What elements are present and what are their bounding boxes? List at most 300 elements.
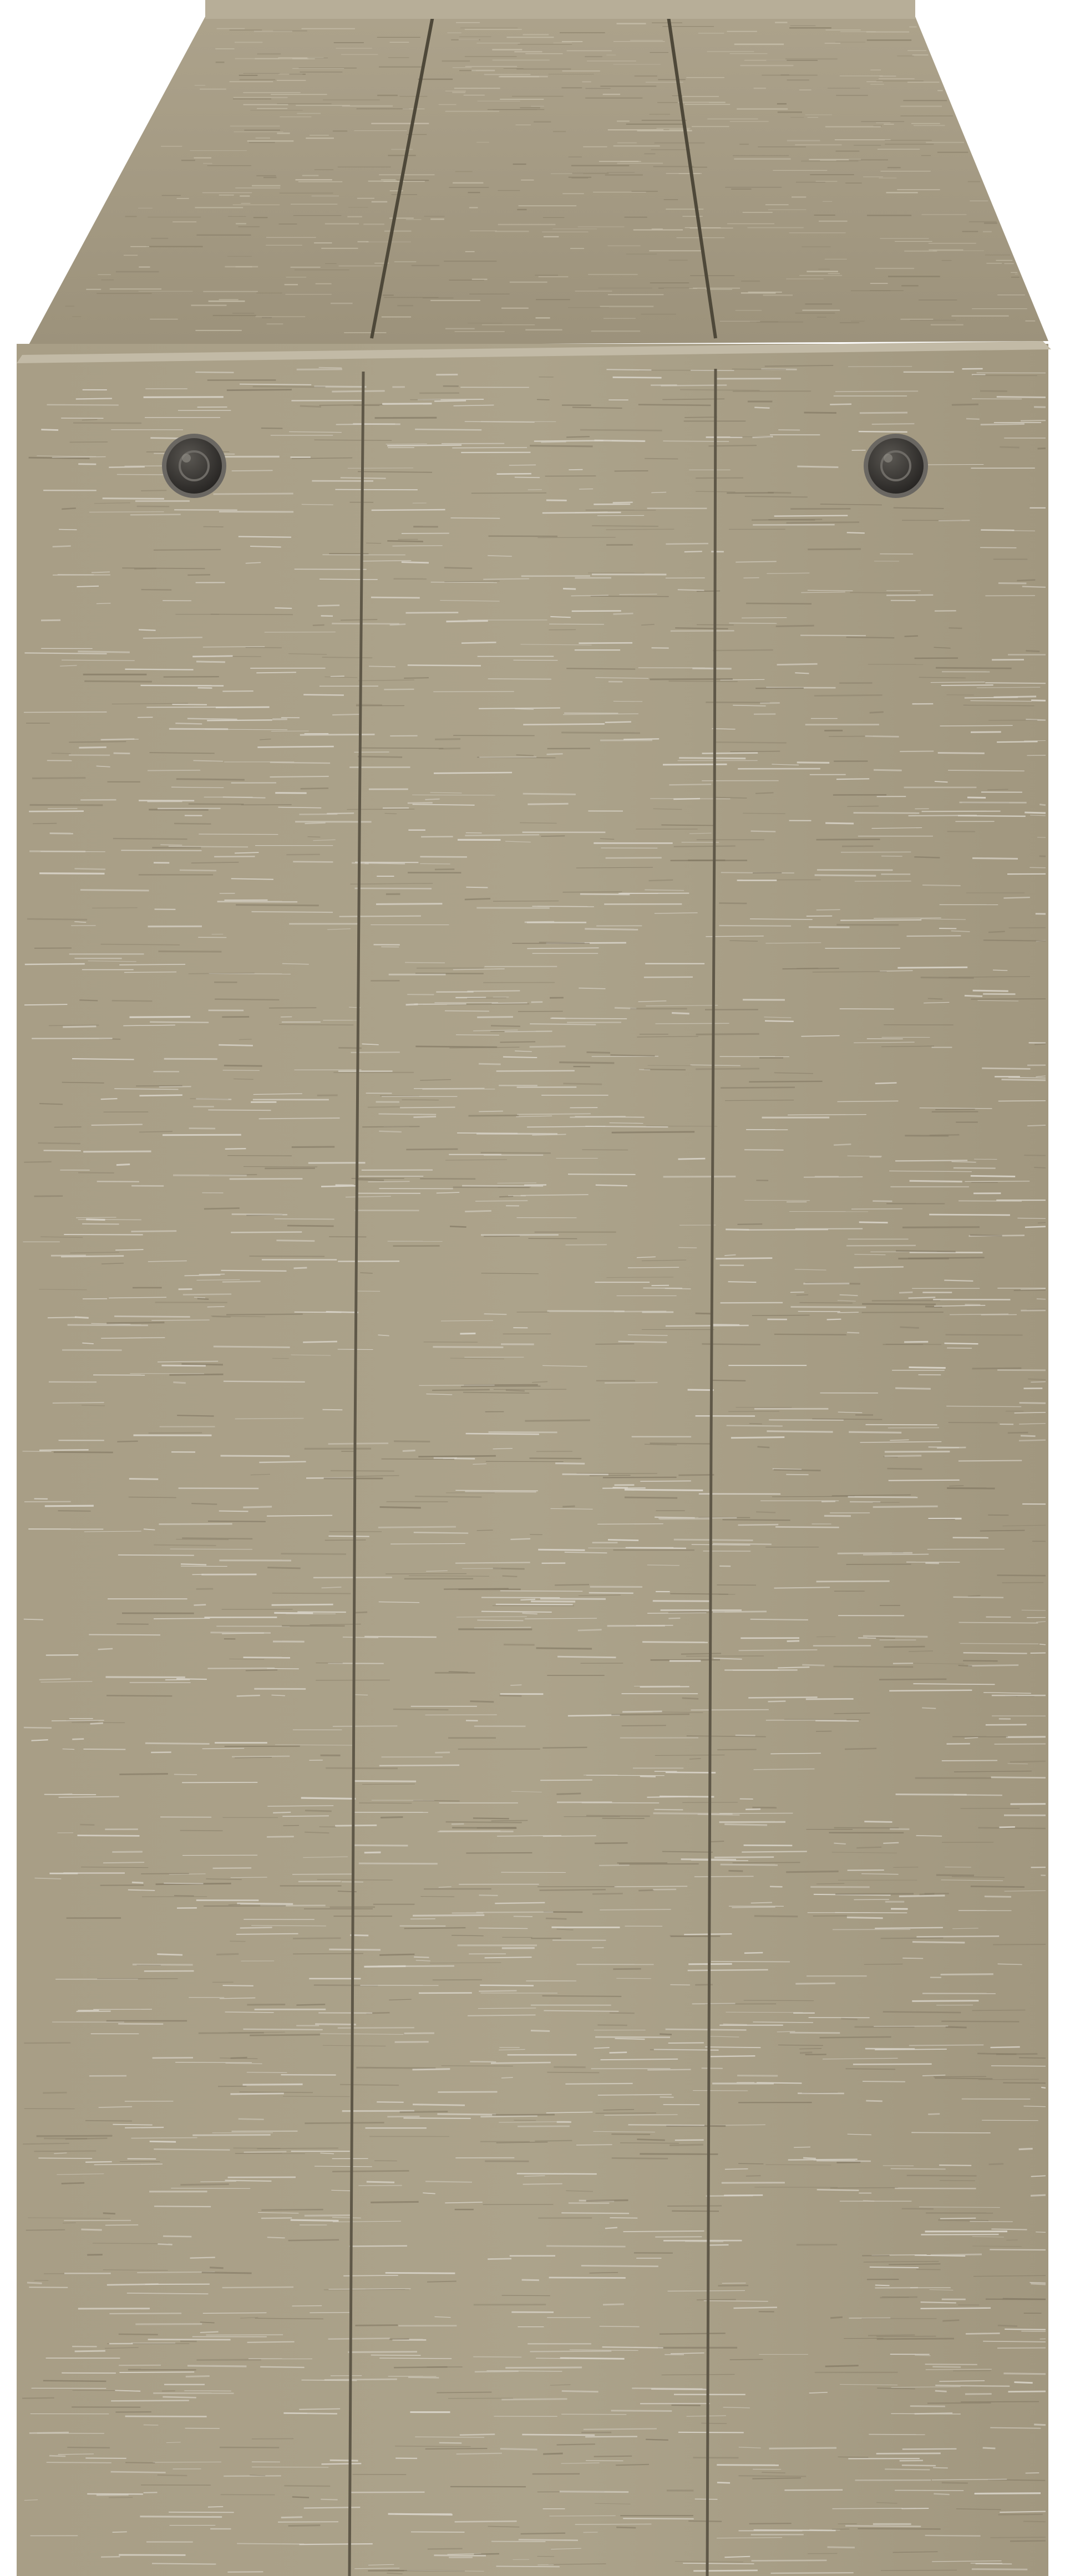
grain-streak <box>501 2077 513 2078</box>
grain-streak <box>128 1890 155 1891</box>
grain-streak <box>622 1711 662 1712</box>
grain-streak <box>1020 1403 1046 1404</box>
grain-streak <box>815 875 876 876</box>
grain-streak <box>491 1026 520 1027</box>
grain-streak <box>679 758 746 759</box>
grain-streak <box>605 2228 617 2229</box>
grain-streak <box>537 537 615 538</box>
grain-streak <box>610 1055 655 1056</box>
grain-streak <box>477 1017 513 1018</box>
grain-streak <box>885 1451 950 1452</box>
grain-streak <box>199 834 278 835</box>
grain-streak <box>394 1441 430 1442</box>
grain-streak <box>154 1618 210 1619</box>
grain-streak <box>183 1294 231 1295</box>
grain-streak <box>730 751 780 752</box>
grain-streak <box>1003 2083 1046 2084</box>
grain-streak <box>713 1543 772 1544</box>
grain-streak <box>77 586 99 587</box>
grain-streak <box>117 1441 138 1442</box>
grain-streak <box>480 2116 537 2117</box>
grain-streak <box>157 1954 182 1955</box>
grain-streak <box>995 1744 1046 1745</box>
grain-streak <box>90 1723 103 1724</box>
grain-streak <box>717 2482 730 2483</box>
grain-streak <box>332 391 384 392</box>
grain-streak <box>129 1479 158 1480</box>
grain-streak <box>24 712 107 713</box>
grain-streak <box>347 809 415 810</box>
grain-streak <box>968 1665 1018 1666</box>
grain-streak <box>834 1713 870 1714</box>
grain-streak <box>797 466 838 468</box>
grain-streak <box>972 1368 1022 1369</box>
grain-streak <box>935 2385 1010 2386</box>
grain-streak <box>752 1315 810 1316</box>
grain-streak <box>131 1231 176 1232</box>
grain-streak <box>489 536 558 537</box>
grain-streak <box>435 739 460 740</box>
grain-streak <box>173 1175 247 1176</box>
grain-streak <box>321 2499 338 2500</box>
grain-streak <box>989 2164 1004 2165</box>
grain-streak <box>503 1057 537 1058</box>
grain-streak <box>236 905 319 906</box>
grain-streak <box>672 2405 701 2406</box>
grain-streak <box>618 1342 667 1343</box>
grain-streak <box>982 1068 1030 1069</box>
grain-streak <box>400 1107 455 1108</box>
grain-streak <box>53 546 71 547</box>
grain-streak <box>270 763 330 764</box>
grain-streak <box>405 962 445 963</box>
grain-streak <box>132 1882 144 1883</box>
grain-streak <box>207 1668 275 1669</box>
grain-streak <box>477 1530 493 1531</box>
grain-streak <box>603 1477 677 1478</box>
grain-streak <box>1041 2087 1046 2088</box>
grain-streak <box>305 1832 329 1833</box>
grain-streak <box>1023 2521 1046 2522</box>
grain-streak <box>947 1348 972 1349</box>
grain-streak <box>478 2008 536 2009</box>
grain-streak <box>237 1695 260 1696</box>
grain-streak <box>1028 1379 1046 1380</box>
grain-streak <box>369 666 395 667</box>
grain-streak <box>403 1450 415 1451</box>
grain-streak <box>786 1871 839 1872</box>
grain-streak <box>993 970 1007 971</box>
grain-streak <box>663 1176 736 1177</box>
grain-streak <box>940 2218 976 2219</box>
grain-streak <box>666 543 708 544</box>
grain-streak <box>800 2052 812 2053</box>
grain-streak <box>408 2377 439 2378</box>
grain-streak <box>993 1944 1046 1945</box>
grain-streak <box>750 1619 808 1620</box>
grain-streak <box>222 2287 293 2288</box>
grain-streak <box>257 746 333 747</box>
grain-streak <box>902 2449 957 2450</box>
grain-streak <box>599 1865 630 1866</box>
grain-streak <box>154 1545 216 1546</box>
grain-streak <box>927 2403 991 2404</box>
grain-streak <box>1024 2106 1046 2107</box>
grain-streak <box>79 747 106 748</box>
grain-streak <box>590 1475 631 1476</box>
grain-streak <box>640 2154 718 2155</box>
grain-streak <box>23 1451 52 1452</box>
grain-streak <box>672 2211 719 2212</box>
grain-streak <box>997 741 1038 742</box>
grain-streak <box>470 1701 494 1702</box>
grain-streak <box>496 2566 560 2567</box>
grain-streak <box>305 823 326 824</box>
grain-streak <box>256 672 296 673</box>
grain-streak <box>297 369 342 370</box>
grain-streak <box>32 1740 48 1741</box>
grain-streak <box>413 1116 436 1117</box>
grain-streak <box>169 2512 234 2513</box>
grain-streak <box>825 823 854 824</box>
grain-streak <box>835 391 918 392</box>
grain-streak <box>566 436 590 437</box>
grain-streak <box>141 1873 189 1874</box>
grain-streak <box>1030 867 1046 868</box>
grain-streak <box>415 1496 481 1497</box>
grain-streak <box>987 789 1008 790</box>
grain-streak <box>518 1011 563 1012</box>
grain-streak <box>297 1612 346 1613</box>
grain-streak <box>1031 1381 1046 1382</box>
grain-streak <box>876 2336 936 2337</box>
grain-streak <box>899 1292 912 1293</box>
grain-streak <box>919 677 966 678</box>
grain-streak <box>922 1708 936 1709</box>
grain-streak <box>64 1234 143 1235</box>
grain-streak <box>972 2569 1027 2570</box>
grain-streak <box>693 2570 758 2571</box>
grain-streak <box>192 2135 271 2136</box>
grain-streak <box>889 1690 972 1691</box>
grain-streak <box>691 1860 748 1861</box>
grain-streak <box>175 723 202 724</box>
grain-streak <box>566 1244 607 1245</box>
grain-streak <box>232 1214 287 1215</box>
grain-streak <box>80 890 149 891</box>
grain-streak <box>885 2469 930 2470</box>
grain-streak <box>43 2092 67 2093</box>
grain-streak <box>808 549 861 550</box>
grain-streak <box>112 1000 153 1001</box>
grain-streak <box>451 518 500 519</box>
grain-streak <box>223 1070 260 1071</box>
grain-streak <box>172 704 207 705</box>
grain-streak <box>520 823 556 824</box>
grain-streak <box>200 2332 219 2333</box>
grain-streak <box>787 522 859 523</box>
grain-streak <box>896 1251 956 1252</box>
grain-streak <box>960 1643 1038 1644</box>
grain-streak <box>226 1314 303 1315</box>
grain-streak <box>670 1935 710 1936</box>
grain-streak <box>93 2243 168 2244</box>
grain-streak <box>331 676 344 677</box>
grain-streak <box>616 2527 636 2528</box>
grain-streak <box>938 2220 988 2221</box>
grain-streak <box>637 2140 665 2141</box>
grain-streak <box>420 863 450 864</box>
grain-streak <box>953 1597 1003 1598</box>
grain-streak <box>663 764 727 765</box>
grain-streak <box>515 477 540 478</box>
grain-streak <box>880 2297 918 2298</box>
grain-streak <box>625 1497 677 1498</box>
grain-streak <box>130 1017 191 1018</box>
grain-streak <box>435 869 454 870</box>
grain-streak <box>546 500 567 501</box>
grain-streak <box>52 1720 104 1721</box>
grain-streak <box>728 1411 779 1412</box>
grain-streak <box>224 1065 262 1066</box>
grain-streak <box>555 1584 589 1585</box>
grain-streak <box>911 2132 991 2133</box>
grain-streak <box>348 468 413 469</box>
grain-streak <box>291 2220 339 2221</box>
grain-streak <box>660 2034 672 2035</box>
grain-streak <box>638 1890 654 1891</box>
grain-streak <box>415 429 481 430</box>
grain-streak <box>610 2052 627 2053</box>
grain-streak <box>144 397 224 398</box>
grain-streak <box>606 529 674 530</box>
grain-streak <box>150 1022 209 1023</box>
grain-streak <box>505 2367 582 2368</box>
grain-streak <box>983 940 1046 941</box>
grain-streak <box>542 1747 587 1748</box>
grain-streak <box>749 1229 828 1230</box>
grain-streak <box>479 1111 503 1112</box>
grain-streak <box>922 811 1001 812</box>
grain-streak <box>195 372 234 373</box>
grain-streak <box>696 478 743 479</box>
grain-streak <box>232 470 273 471</box>
grain-streak <box>894 508 944 509</box>
grain-streak <box>1005 2329 1046 2330</box>
grain-streak <box>322 657 373 658</box>
grain-streak <box>465 899 490 900</box>
grain-streak <box>434 401 466 402</box>
grain-streak <box>562 1474 608 1475</box>
grain-streak <box>106 1677 185 1678</box>
grain-streak <box>791 1307 866 1308</box>
grain-streak <box>998 2325 1017 2326</box>
grain-streak <box>171 2188 250 2189</box>
grain-streak <box>729 623 777 624</box>
grain-streak <box>615 1886 688 1887</box>
grain-streak <box>299 2409 340 2410</box>
grain-streak <box>685 2241 723 2242</box>
grain-streak <box>506 1390 525 1391</box>
grain-streak <box>594 2456 632 2457</box>
grain-streak <box>125 669 193 670</box>
grain-streak <box>579 489 593 490</box>
grain-streak <box>349 2246 407 2247</box>
grain-streak <box>200 2181 236 2182</box>
grain-streak <box>623 2231 704 2232</box>
grain-streak <box>214 856 255 857</box>
grain-streak <box>586 2200 628 2201</box>
grain-streak <box>419 1385 494 1386</box>
grain-streak <box>327 813 354 814</box>
grain-streak <box>103 2213 115 2214</box>
grain-streak <box>362 1126 420 1127</box>
grain-streak <box>727 493 774 494</box>
grain-streak <box>921 2302 956 2303</box>
grain-streak <box>65 2138 108 2139</box>
grain-streak <box>82 1224 119 1225</box>
grain-streak <box>1010 1761 1046 1762</box>
grain-streak <box>910 2406 945 2407</box>
grain-streak <box>169 1374 223 1375</box>
grain-streak <box>413 2069 450 2070</box>
grain-streak <box>853 2064 932 2065</box>
grain-streak <box>902 1227 980 1228</box>
grain-streak <box>350 2492 425 2493</box>
grain-streak <box>520 1599 535 1600</box>
grain-streak <box>176 779 245 780</box>
grain-streak <box>738 1224 763 1225</box>
grain-streak <box>674 1539 753 1540</box>
grain-streak <box>158 2475 187 2476</box>
grain-streak <box>731 1437 784 1438</box>
grain-streak <box>173 1382 186 1383</box>
grain-streak <box>623 2518 694 2519</box>
grain-streak <box>479 708 560 709</box>
grain-streak <box>462 642 496 643</box>
grain-streak <box>595 2037 670 2038</box>
grain-streak <box>352 1781 416 1782</box>
grain-streak <box>669 681 738 682</box>
grain-streak <box>119 2334 158 2335</box>
grain-streak <box>502 2295 550 2296</box>
grain-streak <box>774 1334 846 1335</box>
grain-streak <box>67 2447 110 2448</box>
grain-streak <box>902 1958 923 1959</box>
grain-streak <box>628 1267 679 1268</box>
grain-streak <box>591 596 669 597</box>
grain-streak <box>77 2011 111 2012</box>
grain-streak <box>175 2062 252 2063</box>
grain-streak <box>39 873 104 874</box>
grain-streak <box>499 1196 513 1197</box>
grain-streak <box>435 1752 450 1753</box>
grain-streak <box>902 2508 929 2509</box>
grain-streak <box>790 1292 804 1293</box>
grain-streak <box>543 2453 563 2454</box>
grain-streak <box>990 2249 1046 2250</box>
grain-streak <box>493 1568 525 1569</box>
grain-streak <box>425 2448 488 2449</box>
grain-streak <box>834 1843 845 1844</box>
grain-streak <box>356 1180 384 1181</box>
grain-streak <box>600 1909 671 1910</box>
grain-streak <box>102 739 139 740</box>
grain-streak <box>214 1347 290 1348</box>
grain-streak <box>519 2540 578 2541</box>
grain-streak <box>159 1524 232 1525</box>
grain-streak <box>1021 2331 1046 2332</box>
grain-streak <box>697 591 720 592</box>
grain-streak <box>926 2369 992 2370</box>
grain-streak <box>921 2234 998 2235</box>
bolt-cap-icon <box>864 434 928 498</box>
grain-streak <box>909 1651 933 1652</box>
grain-streak <box>455 1562 530 1563</box>
grain-streak <box>58 2454 94 2455</box>
grain-streak <box>415 1046 497 1047</box>
grain-streak <box>219 1511 248 1512</box>
grain-streak <box>905 636 919 637</box>
grain-streak <box>243 2029 322 2030</box>
grain-streak <box>69 741 126 742</box>
grain-streak <box>749 1081 822 1082</box>
grain-streak <box>152 2563 216 2564</box>
top-edge-lip <box>205 0 915 19</box>
grain-streak <box>348 2352 417 2353</box>
grain-streak <box>529 1458 581 1459</box>
grain-streak <box>607 369 652 370</box>
grain-streak <box>395 2446 471 2447</box>
grain-streak <box>560 2358 625 2359</box>
grain-streak <box>1019 1440 1046 1441</box>
grain-streak <box>895 1160 967 1161</box>
grain-streak <box>500 1041 536 1042</box>
grain-streak <box>81 2229 102 2230</box>
grain-streak <box>84 681 152 682</box>
grain-streak <box>313 1577 392 1578</box>
grain-streak <box>601 2059 678 2060</box>
grain-streak <box>850 592 918 593</box>
grain-streak <box>159 951 222 952</box>
grain-streak <box>73 423 141 424</box>
grain-streak <box>180 870 216 871</box>
grain-streak <box>208 1521 266 1522</box>
grain-streak <box>230 1179 303 1180</box>
grain-streak <box>1024 1155 1046 1156</box>
grain-streak <box>452 1824 464 1825</box>
grain-streak <box>1031 2195 1046 2196</box>
grain-streak <box>239 1039 252 1040</box>
grain-streak <box>320 579 378 580</box>
grain-streak <box>752 2560 827 2561</box>
grain-streak <box>580 894 630 895</box>
grain-streak <box>948 770 1025 771</box>
grain-streak <box>846 637 895 638</box>
grain-streak <box>602 2347 663 2348</box>
grain-streak <box>563 588 576 589</box>
grain-streak <box>376 904 442 905</box>
grain-streak <box>530 1024 596 1025</box>
grain-streak <box>795 1983 835 1984</box>
grain-streak <box>909 1297 936 1298</box>
grain-streak <box>389 2339 409 2340</box>
grain-streak <box>611 2134 650 2135</box>
grain-streak <box>665 1288 691 1289</box>
grain-streak <box>694 1876 754 1877</box>
grain-streak <box>49 1025 99 1026</box>
grain-streak <box>596 1185 627 1186</box>
